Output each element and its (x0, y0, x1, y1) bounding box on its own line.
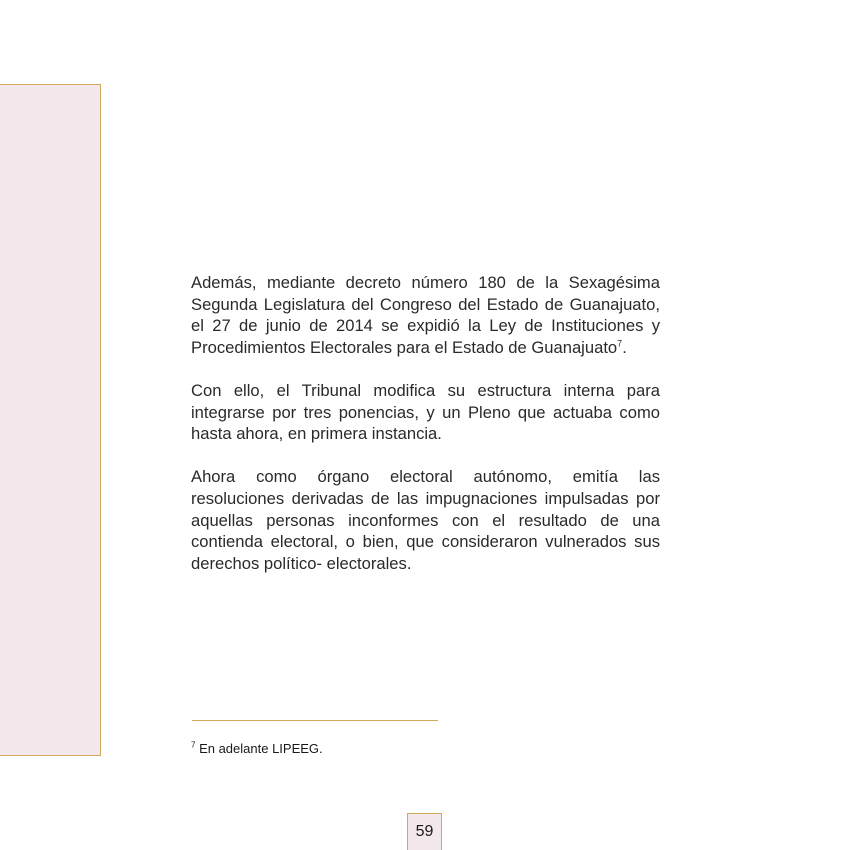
body-text (191, 272, 660, 596)
paragraph-2: Con ello, el Tribunal modifica su estructura interna para integrarse por tres ponencias, y un Pleno que actuaba como hasta ahora, en primera instancia. (191, 380, 660, 444)
footnote-text: En adelante LIPEEG. (195, 741, 323, 756)
paragraph-1-text: Además, mediante decreto número 180 de la Sexagésima Segunda Legislatura del Congreso del Estado de Guanajuato, el 27 de junio de 2014 se expidió la Ley de Instituciones y Procedimientos Electorales para el Estado de Guanajuato (191, 273, 660, 357)
footnote-number: 7 (191, 740, 196, 750)
footnote-divider (192, 720, 438, 721)
page-number: 59 (407, 813, 442, 850)
footnote (191, 741, 323, 757)
side-decorative-panel (0, 84, 101, 756)
paragraph-1 (191, 272, 660, 358)
paragraph-3: Ahora como órgano electoral autónomo, emitía las resoluciones derivadas de las impugnaciones impulsadas por aquellas personas inconformes con el resultado de una contienda electoral, o bien, que consideraron vulnerados sus derechos político- electorales. (191, 467, 660, 573)
paragraph-1-trailing: . (622, 337, 627, 357)
footnote-reference: 7 (617, 338, 623, 349)
